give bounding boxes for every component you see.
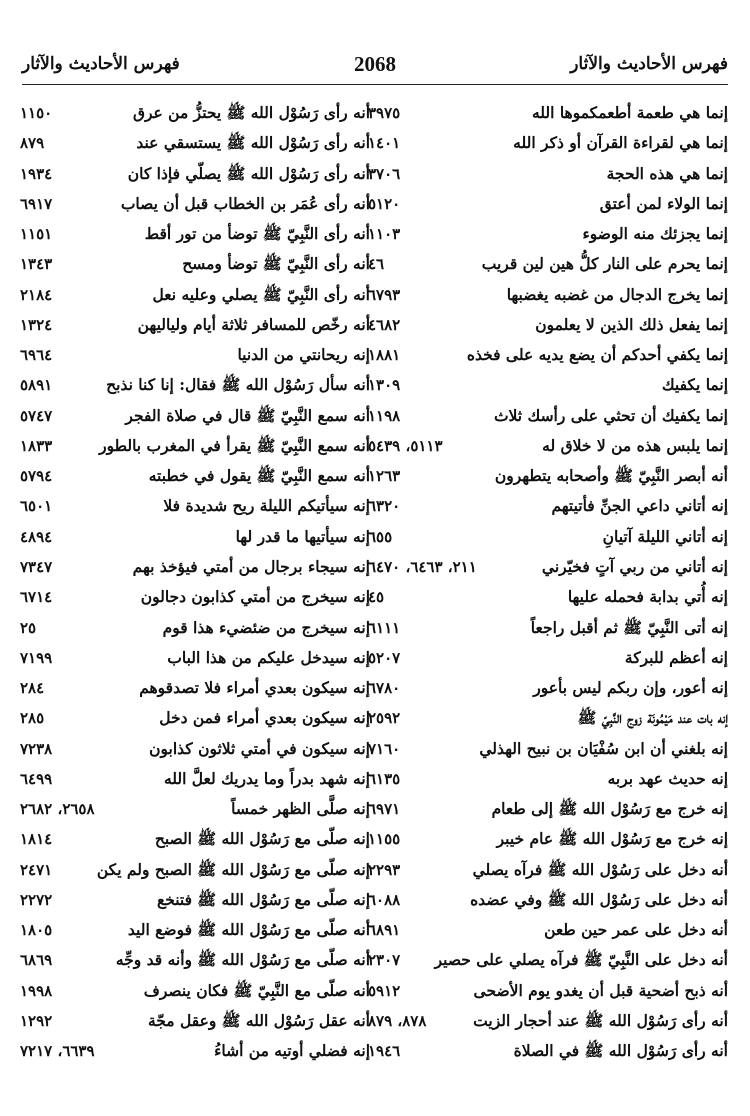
hadith-incipit: إنه أتاني الليلة آتيانِ: [602, 526, 728, 546]
index-entry: [368, 643, 728, 673]
hadith-incipit: أنه صلّى مع رَسُوْل الله ﷺ وأنه قد وجِّه: [115, 950, 370, 970]
hadith-incipit: إنما يفعل ذلك الذين لا يعلمون: [535, 314, 728, 334]
hadith-incipit: إنه بات عند مَيْمُونَة زوج النَّبِيّ ﷺ: [577, 708, 728, 728]
index-entry: [20, 613, 370, 643]
index-entry: [368, 401, 728, 431]
hadith-reference-number: ٢١٨٤: [20, 285, 53, 304]
hadith-incipit: إنه شهد بدراً وما يدريك لعلَّ الله: [163, 768, 370, 788]
hadith-incipit: أنه سأل رَسُوْل الله ﷺ فقال: إنا كنا نذبح: [106, 375, 370, 395]
hadith-incipit: أنه رأى رَسُوْل الله ﷺ يصلّي فإذا كان: [127, 163, 370, 183]
index-entry: [368, 431, 728, 461]
index-entry: [368, 128, 728, 158]
hadith-reference-number: ٢٦٥٨، ٢٦٨٢: [20, 800, 95, 819]
hadith-incipit: إنه سيخرج من أمتي كذابون دجالون: [140, 587, 370, 607]
index-entry: [20, 885, 370, 915]
index-entry: [20, 824, 370, 854]
hadith-incipit: إنه صلَّى الظهر خمساً: [231, 799, 370, 819]
index-entry: [20, 431, 370, 461]
hadith-incipit: إنما يكفي أحدكم أن يضع يديه على فخذه: [466, 345, 728, 365]
hadith-incipit: إنه سيجاء برجال من أمتي فيؤخذ بهم: [132, 556, 370, 576]
hadith-incipit: أنه دخل على النَّبِيّ ﷺ فرآه يصلي على حصير: [434, 950, 728, 970]
hadith-reference-number: ٦١١١: [368, 618, 401, 637]
hadith-incipit: أنه سمع النَّبِيّ ﷺ قال في صلاة الفجر: [125, 405, 370, 425]
hadith-reference-number: ٥١١٣، ٥٤٣٩: [368, 436, 443, 455]
hadith-incipit: أنه عقل رَسُوْل الله ﷺ وعقل مجّة: [147, 1010, 370, 1030]
hadith-incipit: إنما يخرج الدجال من غضبه يغضبها: [506, 284, 728, 304]
hadith-reference-number: ١١٩٨: [368, 406, 401, 425]
hadith-incipit: إنما هي طعمة أطعمكموها الله: [531, 103, 728, 122]
hadith-reference-number: ٧٢٣٨: [20, 739, 53, 758]
index-entry: [368, 673, 728, 703]
hadith-incipit: أنه رأى النَّبِيّ ﷺ يصلي وعليه نعل: [152, 284, 370, 304]
hadith-reference-number: ٢٢٧٢: [20, 890, 53, 909]
hadith-incipit: إنما يلبس هذه من لا خلاق له: [542, 435, 728, 455]
hadith-reference-number: ١١٥٠: [20, 104, 53, 122]
hadith-incipit: أنه رأى النَّبِيّ ﷺ توضأ ومسح: [182, 254, 370, 274]
hadith-reference-number: ٦٧١٤: [20, 588, 53, 607]
index-column-left: [20, 98, 370, 1067]
hadith-reference-number: ٨٧٩: [20, 134, 45, 153]
hadith-reference-number: ١٨٠٥: [20, 921, 53, 940]
hadith-incipit: أنه سمع النَّبِيّ ﷺ يقرأ في المغرب بالطور: [99, 435, 370, 455]
hadith-incipit: إنه أتاني داعي الجنِّ فأتيتهم: [551, 496, 728, 516]
hadith-incipit: إنما يجزئك منه الوضوء: [582, 224, 728, 244]
hadith-incipit: إنما هي لقراءة القرآن أو ذكر الله: [513, 133, 728, 153]
index-entry: [20, 915, 370, 945]
hadith-reference-number: ٦٧٨٠: [368, 679, 401, 698]
index-entry: [20, 249, 370, 279]
index-entry: [368, 280, 728, 310]
hadith-reference-number: ٣٩٧٥: [368, 104, 401, 122]
index-entry: [20, 522, 370, 552]
hadith-incipit: إنه خرج مع رَسُوْل الله ﷺ عام خيبر: [496, 829, 728, 849]
hadith-reference-number: ١٩٤٦: [368, 1042, 401, 1061]
hadith-incipit: أنه رأى عُمَر بن الخطاب قبل أن يصاب: [120, 193, 370, 213]
hadith-incipit: أنه دخل على رَسُوْل الله ﷺ فرآه يصلي: [472, 859, 728, 879]
index-entry: [20, 643, 370, 673]
hadith-incipit: أنه دخل على رَسُوْل الله ﷺ وفي عضده: [470, 889, 728, 909]
index-entry: [20, 128, 370, 158]
index-entry: [368, 159, 728, 189]
index-entry: [368, 945, 728, 975]
index-entry: [368, 522, 728, 552]
hadith-reference-number: ٥٢٠٧: [368, 648, 401, 667]
hadith-reference-number: ١٢٦٣: [368, 467, 401, 486]
hadith-reference-number: ٦٥٠١: [20, 497, 53, 516]
hadith-reference-number: ١٨٣٣: [20, 436, 53, 455]
index-entry: [368, 461, 728, 491]
hadith-reference-number: ٦٧٩٣: [368, 285, 401, 304]
index-entry: [368, 1006, 728, 1036]
index-entry: [20, 855, 370, 885]
index-entry: [368, 885, 728, 915]
hadith-incipit: إنه سيكون بعدي أمراء فمن دخل: [159, 708, 370, 728]
hadith-reference-number: ٢٣٠٧: [368, 951, 401, 970]
hadith-incipit: إنه فضلي أوتيه من أشاءُ: [214, 1041, 370, 1061]
hadith-reference-number: ٣٧٠٦: [368, 164, 401, 183]
index-entry: [20, 189, 370, 219]
index-entry: [368, 734, 728, 764]
hadith-incipit: إنه أعور، وإن ربكم ليس بأعور: [533, 678, 728, 698]
index-entry: [368, 340, 728, 370]
hadith-incipit: إنه خرج مع رَسُوْل الله ﷺ إلى طعام: [491, 799, 728, 819]
hadith-reference-number: ٦٩٧١: [368, 800, 401, 819]
hadith-reference-number: ٥٧٤٧: [20, 406, 53, 425]
index-entry: [20, 280, 370, 310]
running-title-right: فهرس الأحاديث والآثار: [570, 54, 728, 74]
hadith-incipit: إنه أتاني من ربي آتٍ فخيّرني: [541, 556, 728, 576]
index-entry: [20, 1006, 370, 1036]
hadith-reference-number: ٢٨٤: [20, 679, 45, 698]
hadith-incipit: أنه دخل على عمر حين طعن: [544, 920, 728, 940]
hadith-reference-number: ٦٦٣٩، ٧٢١٧: [20, 1042, 95, 1061]
hadith-reference-number: ١١٠٣: [368, 225, 401, 244]
header-divider: [22, 84, 728, 85]
hadith-reference-number: ٤٦: [368, 255, 385, 274]
index-entry: [20, 98, 370, 128]
hadith-reference-number: ٦١٣٥: [368, 769, 401, 788]
page-number: 2068: [354, 52, 396, 76]
hadith-reference-number: ٥٨٩١: [20, 376, 53, 395]
hadith-incipit: إنه صلّى مع رَسُوْل الله ﷺ الصبح: [154, 829, 370, 849]
hadith-reference-number: ٢٥: [20, 618, 37, 637]
hadith-reference-number: ١٢٩٢: [20, 1011, 53, 1030]
hadith-reference-number: ٤٦٨٢: [368, 315, 401, 334]
hadith-incipit: إنه سيدخل عليكم من هذا الباب: [167, 647, 370, 667]
index-entry: [368, 915, 728, 945]
hadith-incipit: إنه أتى النَّبِيّ ﷺ ثم أقبل راجعاً: [530, 617, 728, 637]
index-entry: [368, 976, 728, 1006]
index-entry: [20, 552, 370, 582]
index-entry: [20, 401, 370, 431]
hadith-incipit: إنه سيكون بعدي أمراء فلا تصدقوهم: [139, 678, 370, 698]
index-entry: [368, 582, 728, 612]
index-entry: [20, 370, 370, 400]
hadith-incipit: إنه صلّى مع رَسُوْل الله ﷺ فتنخع: [156, 889, 370, 909]
hadith-reference-number: ٧١٩٩: [20, 648, 53, 667]
hadith-incipit: إنه سيأتيكم الليلة ريح شديدة فلا: [163, 496, 370, 516]
hadith-incipit: إنه صلّى مع رَسُوْل الله ﷺ الصبح ولم يكن: [96, 859, 370, 879]
index-entry: [20, 976, 370, 1006]
index-entry: [368, 703, 728, 733]
running-title-left: فهرس الأحاديث والآثار: [22, 54, 180, 74]
hadith-incipit: أنه ذبح أضحية قبل أن يغدو يوم الأضحى: [473, 980, 728, 1000]
hadith-incipit: إنه سيخرج من ضئضيء هذا قوم: [162, 617, 370, 637]
hadith-incipit: أنه صلّى مع رَسُوْل الله ﷺ فوضع اليد: [127, 920, 370, 940]
hadith-incipit: أنه صلّى مع النَّبِيّ ﷺ فكان ينصرف: [143, 980, 370, 1000]
hadith-reference-number: ٦٥٥: [368, 527, 393, 546]
hadith-reference-number: ٥٧٩٤: [20, 467, 53, 486]
hadith-reference-number: ٦٠٨٨: [368, 890, 401, 909]
hadith-reference-number: ٦٩١٧: [20, 194, 53, 213]
hadith-reference-number: ٥٩١٢: [368, 981, 401, 1000]
hadith-incipit: أنه رأى رَسُوْل الله ﷺ في الصلاة: [513, 1041, 728, 1061]
hadith-reference-number: ٢٢٩٣: [368, 860, 401, 879]
hadith-incipit: إنه أُتي بدابة فحمله عليها: [567, 587, 728, 607]
index-entry: [20, 340, 370, 370]
index-entry: [20, 945, 370, 975]
index-entry: [20, 1036, 370, 1066]
index-entry: [368, 491, 728, 521]
hadith-reference-number: ١٩٩٨: [20, 981, 53, 1000]
hadith-incipit: أنه رأى رَسُوْل الله ﷺ يحتزُّ من عرق: [132, 103, 370, 122]
hadith-reference-number: ٨٧٨، ٨٧٩: [368, 1011, 427, 1030]
hadith-incipit: أنه رأى النَّبِيّ ﷺ توضأ من تور أقط: [144, 224, 370, 244]
index-entry: [20, 219, 370, 249]
index-entry: [368, 824, 728, 854]
hadith-reference-number: ٦٨٦٩: [20, 951, 53, 970]
hadith-incipit: إنما الولاء لمن أعتق: [599, 193, 728, 213]
hadith-incipit: أنه رأى رَسُوْل الله ﷺ يستسقي عند: [136, 133, 370, 153]
hadith-incipit: أنه سمع النَّبِيّ ﷺ يقول في خطبته: [148, 466, 370, 486]
hadith-reference-number: ١١٥١: [20, 225, 53, 244]
hadith-reference-number: ٤٨٩٤: [20, 527, 53, 546]
page-header: [22, 52, 728, 82]
index-entry: [368, 764, 728, 794]
hadith-incipit: إنه ريحانتي من الدنيا: [237, 345, 370, 365]
index-entry: [368, 98, 728, 128]
hadith-incipit: إنه أعظم للبركة: [624, 647, 728, 667]
hadith-reference-number: ٢١١، ٦٤٦٣، ٦٤٧٠: [368, 557, 477, 576]
index-entry: [368, 552, 728, 582]
hadith-incipit: إنما يحرم على النار كلُّ هين لين قريب: [481, 254, 728, 274]
index-entry: [20, 794, 370, 824]
index-entry: [20, 734, 370, 764]
index-column-right: [368, 98, 728, 1067]
index-entry: [368, 189, 728, 219]
hadith-incipit: إنه بلغني أن ابن سُفْيَان بن نبيح الهذلي: [479, 738, 728, 758]
hadith-reference-number: ١٨٨١: [368, 346, 401, 365]
hadith-incipit: إنما هي هذه الحجة: [606, 163, 728, 183]
hadith-incipit: إنه سيأتيها ما قدر لها: [235, 526, 370, 546]
index-entry: [20, 582, 370, 612]
hadith-reference-number: ٢٤٧١: [20, 860, 53, 879]
index-entry: [368, 249, 728, 279]
hadith-reference-number: ١٨١٤: [20, 830, 53, 849]
index-entry: [20, 673, 370, 703]
hadith-reference-number: ١١٥٥: [368, 830, 401, 849]
index-entry: [368, 613, 728, 643]
hadith-reference-number: ٦٣٢٠: [368, 497, 401, 516]
hadith-reference-number: ٧٣٤٧: [20, 557, 53, 576]
hadith-reference-number: ٤٥: [368, 588, 385, 607]
index-entry: [20, 159, 370, 189]
hadith-incipit: إنما يكفيك: [661, 375, 728, 395]
hadith-reference-number: ١٩٣٤: [20, 164, 53, 183]
hadith-reference-number: ٥١٢٠: [368, 194, 401, 213]
hadith-reference-number: ١٣٤٣: [20, 255, 53, 274]
index-entry: [368, 1036, 728, 1066]
index-entry: [368, 310, 728, 340]
hadith-reference-number: ٦٨٩١: [368, 921, 401, 940]
index-entry: [368, 794, 728, 824]
index-entry: [368, 855, 728, 885]
hadith-reference-number: ١٣٠٩: [368, 376, 401, 395]
hadith-reference-number: ٦٩٦٤: [20, 346, 53, 365]
index-entry: [20, 703, 370, 733]
index-entry: [20, 310, 370, 340]
index-entry: [368, 219, 728, 249]
index-entry: [20, 491, 370, 521]
hadith-reference-number: ٢٨٥: [20, 709, 45, 728]
hadith-reference-number: ٧١٦٠: [368, 739, 401, 758]
hadith-reference-number: ٢٥٩٢: [368, 709, 401, 728]
hadith-incipit: أنه رخّص للمسافر ثلاثة أيام ولياليهن: [137, 314, 370, 334]
hadith-reference-number: ١٣٢٤: [20, 315, 53, 334]
hadith-incipit: إنما يكفيك أن تحثي على رأسك ثلاث: [493, 405, 728, 425]
hadith-reference-number: ٦٤٩٩: [20, 769, 53, 788]
hadith-incipit: إنه سيكون في أمتي ثلاثون كذابون: [149, 738, 370, 758]
hadith-reference-number: ١٤٠١: [368, 134, 401, 153]
hadith-incipit: إنه حديث عهد بربه: [607, 768, 728, 788]
index-entry: [20, 764, 370, 794]
hadith-incipit: أنه أبصر النَّبِيّ ﷺ وأصحابه يتطهرون: [494, 466, 728, 486]
index-entry: [20, 461, 370, 491]
index-entry: [368, 370, 728, 400]
hadith-incipit: أنه رأى رَسُوْل الله ﷺ عند أحجار الزيت: [473, 1010, 728, 1030]
